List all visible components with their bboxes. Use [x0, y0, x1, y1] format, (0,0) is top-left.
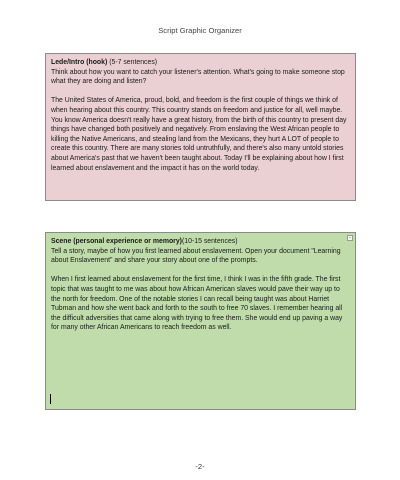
text-cursor [50, 394, 51, 404]
scene-heading: Scene (personal experience or memory) [51, 238, 182, 245]
lede-prompt-block [51, 58, 350, 87]
scene-prompt-block [51, 237, 350, 266]
scene-heading-note: (10-15 sentences) [181, 238, 238, 245]
scene-response-text[interactable]: When I first learned about enslavement for the first time, I think I was in the fifth grade. The first topic that was taught to me was about how African American slaves would pave their way up to the north for freedom. One of the notable stories I can recall being taught was about Harriet Tubman and how she went back and forth to the south to free 70 slaves. I remember hearing all the difficult adversities that came along with trying to free them. She would end up paving a way for many other African Americans to reach freedom as well. [51, 276, 343, 332]
page-number: -2- [195, 462, 205, 471]
scene-prompt: Tell a story, maybe of how you first learned about enslavement. Open your document "Learning about Enslavement" and share your story about one of the prompts. [51, 247, 341, 265]
page-title: Script Graphic Organizer [158, 26, 242, 35]
lede-heading: Lede/Intro (hook) [51, 59, 108, 66]
lede-heading-note: (5-7 sentences) [107, 59, 158, 66]
lede-prompt: Think about how you want to catch your listener's attention. What's going to make someone stop what they are doing and listen? [51, 68, 345, 86]
collapse-handle-icon[interactable]: - [349, 235, 351, 241]
lede-intro-box[interactable] [45, 53, 356, 201]
lede-response-text[interactable]: The United States of America, proud, bold, and freedom is the first couple of things we think of when hearing about this country. This country stands on freedom and justice for all, well maybe. You know America doesn't really have a great history, from the birth of this country to present day things have changed both positively and negatively. From enslaving the West African people to killing the Native Americans, and stealing land from the Mexicans, they hurt A LOT of people to create this country. There are many stories told untruthfully, and there's also many untold stories about America's past that we haven't been taught about. Today I'll be explaining about how I first learned about enslavement and the impact it has on the world today. [51, 97, 347, 172]
scene-box[interactable] [45, 232, 356, 410]
